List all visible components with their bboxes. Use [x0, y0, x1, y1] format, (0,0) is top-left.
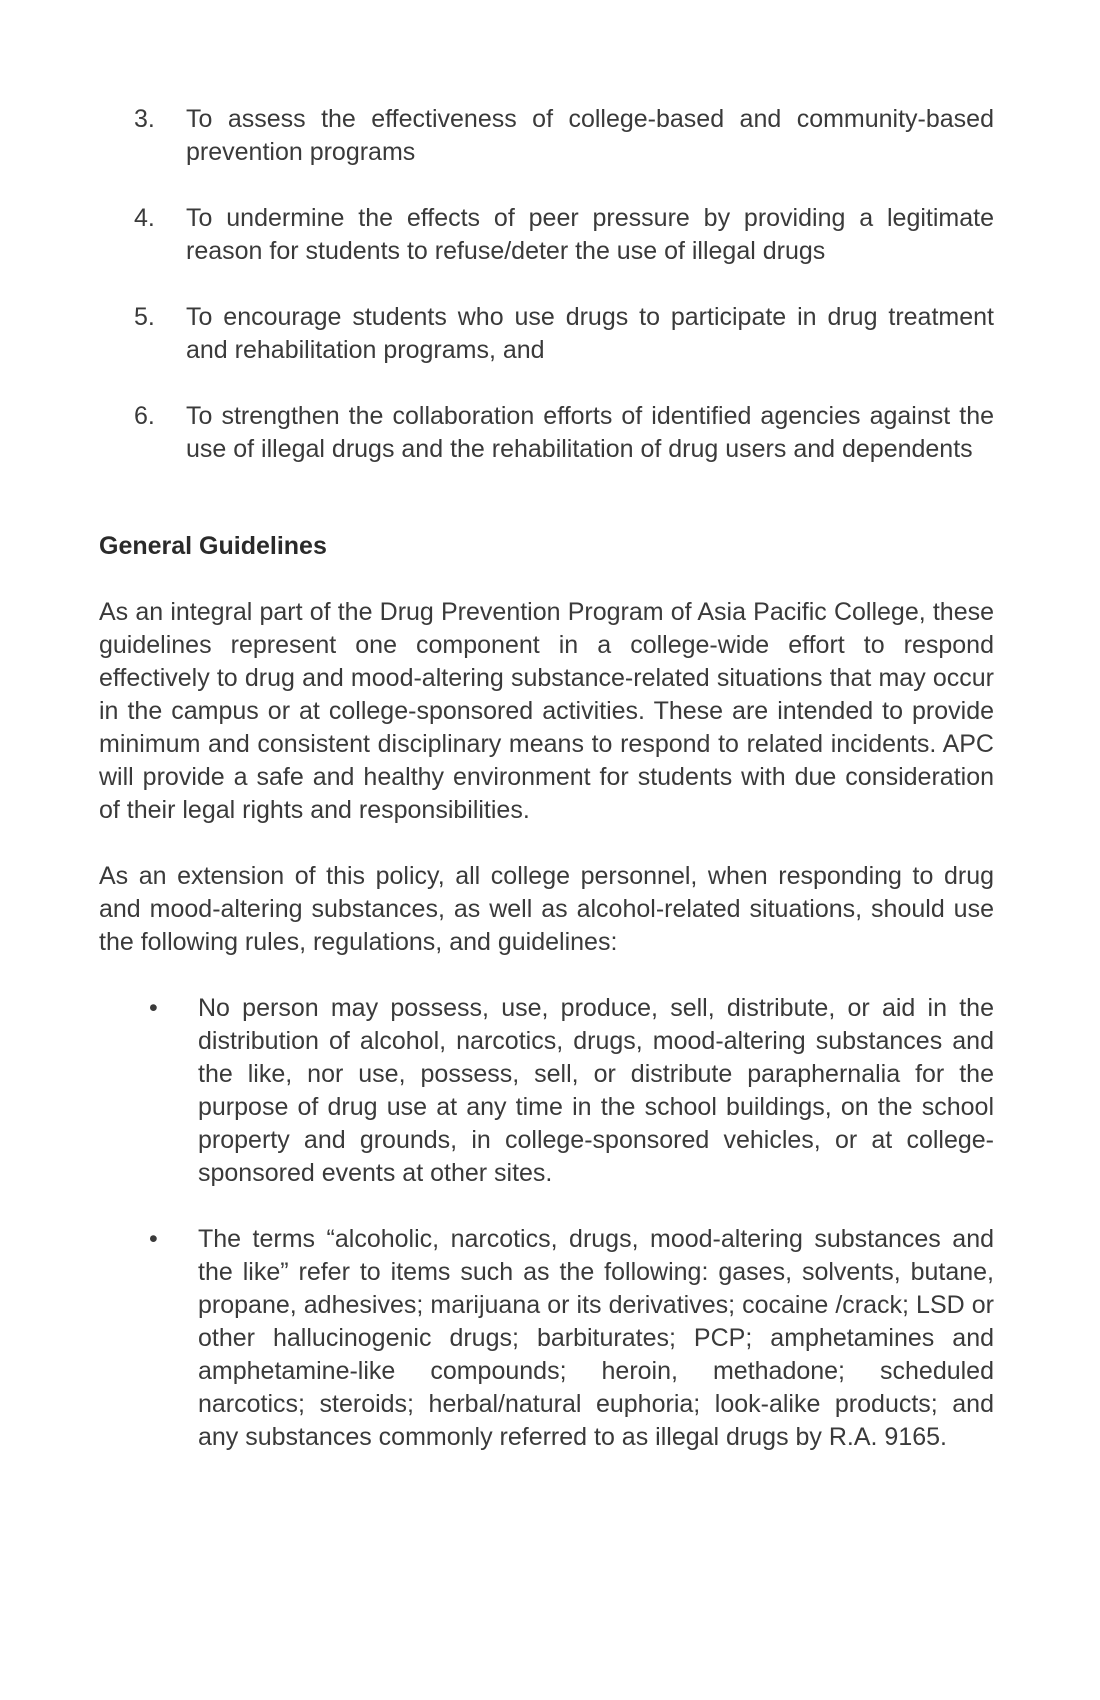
- item-text: To strengthen the collaboration efforts of identified agencies against the use of illegal drugs and the rehabilitation of drug users and dependents: [186, 402, 994, 463]
- item-text: To assess the effectiveness of college-based and community-based prevention programs: [186, 105, 994, 166]
- item-number: 6.: [134, 402, 155, 430]
- list-item: [99, 992, 994, 1190]
- paragraph-extension: As an extension of this policy, all college personnel, when responding to drug and mood-altering substances, as well as alcohol-related situations, should use the following rules, regulations, and guidelines:: [99, 862, 994, 956]
- item-text: To encourage students who use drugs to participate in drug treatment and rehabilitation programs, and: [186, 303, 994, 364]
- item-number: 3.: [134, 105, 155, 133]
- guidelines-list: [99, 992, 994, 1454]
- list-item: [99, 1223, 994, 1454]
- list-item: [99, 400, 994, 466]
- item-number: 4.: [134, 204, 155, 232]
- list-item: [99, 301, 994, 367]
- bullet-marker: •: [149, 1225, 158, 1253]
- bullet-marker: •: [149, 994, 158, 1022]
- section-heading: General Guidelines: [99, 532, 327, 560]
- item-text: To undermine the effects of peer pressure by providing a legitimate reason for students to refuse/deter the use of illegal drugs: [186, 204, 994, 265]
- list-item: [99, 103, 994, 169]
- bullet-text: The terms “alcoholic, narcotics, drugs, mood-altering substances and the like” refer to items such as the following: gases, solvents, butane, propane, adhesives; marijuana or its derivatives; cocaine /crack; LSD or other hallucinogenic drugs; barbiturates; PCP; amphetamines and amphetamine-like compounds; heroin, methadone; scheduled narcotics; steroids; herbal/natural euphoria; look-alike products; and any substances commonly referred to as illegal drugs by R.A. 9165.: [198, 1225, 994, 1451]
- document-page: [99, 103, 994, 1487]
- item-number: 5.: [134, 303, 155, 331]
- bullet-text: No person may possess, use, produce, sell, distribute, or aid in the distribution of alcohol, narcotics, drugs, mood-altering substances and the like, nor use, possess, sell, or distribute paraphernalia for the purpose of drug use at any time in the school buildings, on the school property and grounds, in college-sponsored vehicles, or at college-sponsored events at other sites.: [198, 994, 994, 1187]
- paragraph-intro: As an integral part of the Drug Prevention Program of Asia Pacific College, these guidelines represent one component in a college-wide effort to respond effectively to drug and mood-altering substance-related situations that may occur in the campus or at college-sponsored activities. These are intended to provide minimum and consistent disciplinary means to respond to related incidents. APC will provide a safe and healthy environment for students with due consideration of their legal rights and responsibilities.: [99, 598, 994, 824]
- list-item: [99, 202, 994, 268]
- objectives-list: [99, 103, 994, 466]
